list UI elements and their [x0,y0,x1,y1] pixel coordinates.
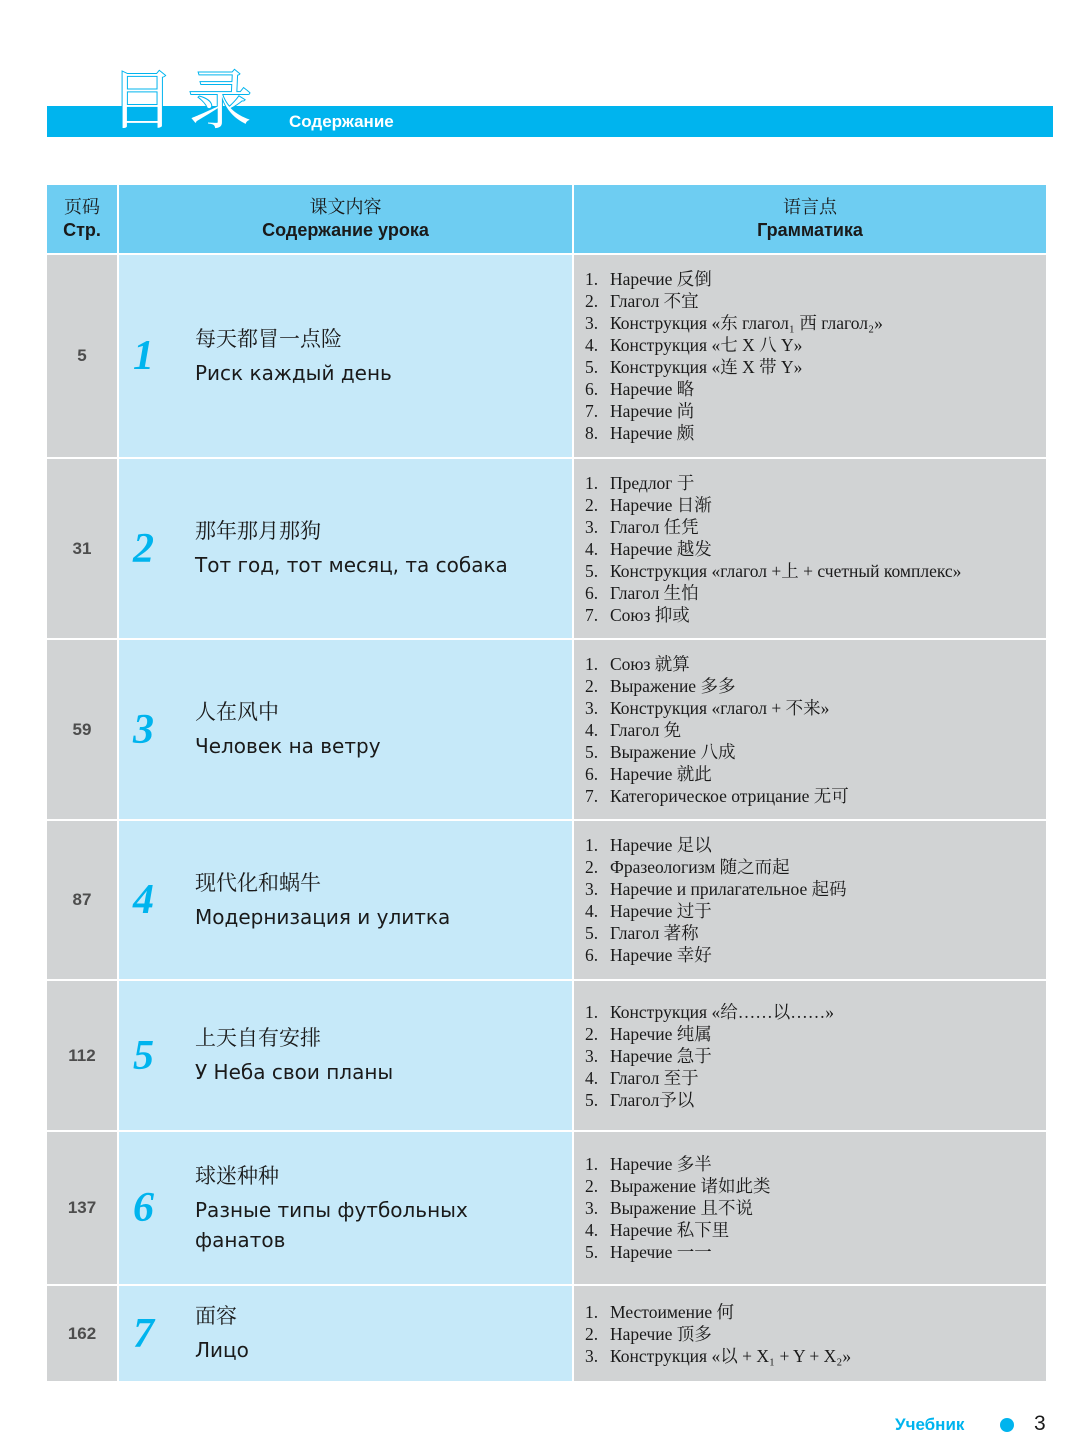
lesson-title-cn: 每天都冒一点险 [195,326,342,351]
grammar-item-text: Выражение 多多 [610,675,736,696]
grammar-cell [574,459,1046,638]
grammar-item-text: Глагол 任凭 [610,516,699,537]
grammar-item-text: Наречие 略 [610,379,695,399]
grammar-item-text: Наречие 过于 [610,901,712,921]
lesson-title-ru: Лицо [195,1338,249,1362]
grammar-item-text: Наречие 颇 [610,423,695,443]
grammar-item-text: Выражение 诸如此类 [610,1176,771,1196]
grammar-item [585,834,847,856]
page-title-chinese: 目录 [110,65,266,139]
page-title-russian: Содержание [289,112,394,131]
lesson-title-cn: 上天自有安排 [195,1026,321,1050]
grammar-item-text: Конструкция «глагол + 不来» [610,697,830,718]
grammar-item [585,922,847,944]
grammar-list [585,653,849,807]
grammar-item-text: Выражение 且不说 [610,1198,753,1218]
grammar-item-number: 7. [585,401,599,421]
grammar-item-text: Наречие 就此 [610,763,712,784]
grammar-item-number: 1. [585,653,599,674]
header-content-ru: Содержание урока [262,220,429,240]
lesson-title-block [195,698,381,761]
lesson-title-ru: Модернизация и улитка [195,904,451,929]
grammar-item-text: Предлог 于 [610,472,695,493]
grammar-item [585,560,961,582]
table-row [47,638,1048,819]
grammar-item [585,494,961,516]
lesson-cell [117,640,574,819]
grammar-item [585,1023,834,1045]
grammar-item-number: 1. [585,472,599,493]
lesson-title-ru: Риск каждый день [195,360,392,385]
grammar-item-number: 4. [585,1067,599,1088]
grammar-item [585,1175,770,1197]
grammar-item-number: 1. [585,1301,599,1322]
grammar-item-number: 4. [585,335,599,355]
header-grammar-ru: Грамматика [757,220,863,240]
grammar-item [585,582,961,604]
grammar-item-number: 5. [585,357,599,377]
grammar-item-text: Наречие 顶多 [610,1323,712,1344]
header-page-ru: Стр. [63,220,101,240]
grammar-cell [574,1132,1046,1284]
grammar-list [585,1153,770,1263]
table-row [47,979,1048,1130]
table-row [47,1130,1048,1284]
grammar-item-text: Глагол 至于 [610,1067,699,1088]
grammar-item [585,604,961,626]
grammar-item [585,1067,834,1089]
grammar-item [585,900,847,922]
grammar-item-text: Глагол予以 [610,1089,695,1110]
grammar-item-text: Конструкция «以 + X₁ + Y + X₂» [610,1345,852,1366]
grammar-item [585,378,883,400]
grammar-item-text: Глагол 著称 [610,923,699,943]
grammar-item-text: Наречие 幸好 [610,945,712,965]
table-row [47,819,1048,979]
lesson-page-number: 87 [47,821,117,979]
grammar-item [585,675,849,697]
contents-table [47,185,1048,1381]
lesson-title-block [195,325,392,388]
grammar-item-text: Конструкция «连 X 带 Y» [610,357,803,377]
grammar-item [585,1001,834,1023]
grammar-item-text: Фразеологизм 随之而起 [610,857,790,877]
grammar-item [585,741,849,763]
grammar-item-text: Наречие 一一 [610,1242,712,1262]
lesson-cell [117,981,574,1130]
grammar-item-number: 6. [585,945,599,965]
grammar-item-text: Союз 就算 [610,653,690,674]
grammar-item-number: 1. [585,1154,599,1174]
lesson-title-block [195,1024,393,1087]
lesson-number: 5 [133,1032,154,1079]
grammar-item [585,312,883,334]
grammar-item [585,1241,770,1263]
grammar-item-text: Конструкция «глагол +上 + счетный комплекс» [610,560,962,581]
lesson-title-ru: Человек на ветру [195,734,381,758]
grammar-cell [574,821,1046,979]
grammar-item-text: Местоимение 何 [610,1301,735,1322]
grammar-cell [574,981,1046,1130]
lesson-cell [117,1286,574,1381]
lesson-title-cn: 面容 [195,1304,237,1328]
grammar-item-number: 3. [585,516,599,537]
grammar-list [585,834,847,966]
grammar-item [585,719,849,741]
grammar-list [585,268,883,444]
grammar-item-number: 4. [585,1220,599,1240]
grammar-item-text: Наречие 急于 [610,1045,712,1066]
grammar-item [585,400,883,422]
lesson-cell [117,1132,574,1284]
grammar-item-number: 5. [585,560,599,581]
lesson-number: 4 [133,877,154,923]
table-header-row [47,185,1048,253]
table-row [47,1284,1048,1381]
lesson-title-block [195,869,450,932]
table-body [47,253,1048,1381]
grammar-item [585,1153,770,1175]
grammar-item-number: 3. [585,1045,599,1066]
grammar-item [585,878,847,900]
grammar-item [585,422,883,444]
grammar-item-text: Союз 抑或 [610,604,690,625]
grammar-item-number: 5. [585,1242,599,1262]
table-row [47,457,1048,638]
header-page-cell [47,185,117,253]
grammar-item [585,1219,770,1241]
lesson-cell [117,459,574,638]
grammar-list [585,472,961,626]
grammar-item-number: 8. [585,423,599,443]
grammar-item [585,356,883,378]
header-grammar-cn: 语言点 [783,197,837,218]
grammar-item-text: Конструкция «给……以……» [610,1001,834,1022]
grammar-item-number: 6. [585,763,599,784]
footer-label: Учебник [895,1415,965,1434]
lesson-page-number: 162 [47,1286,117,1381]
lesson-title-cn: 现代化和蜗牛 [195,870,321,895]
grammar-item [585,856,847,878]
lesson-page-number: 31 [47,459,117,638]
grammar-item [585,1197,770,1219]
grammar-item-number: 2. [585,1023,599,1044]
grammar-item [585,763,849,785]
grammar-item [585,1089,834,1111]
footer-dot-icon [1000,1418,1014,1432]
lesson-cell [117,821,574,979]
grammar-item-text: Глагол 不宜 [610,291,699,311]
grammar-item-number: 2. [585,494,599,515]
grammar-item-text: Конструкция «东 глагол₁ 西 глагол₂» [610,313,883,333]
lesson-number: 6 [133,1185,154,1231]
grammar-item [585,472,961,494]
lesson-title-cn: 球迷种种 [195,1163,279,1188]
grammar-item-text: Глагол 生怕 [610,582,699,603]
grammar-item-text: Наречие 足以 [610,835,712,855]
grammar-item [585,1045,834,1067]
grammar-item-text: Глагол 免 [610,719,682,740]
grammar-item-text: Наречие 越发 [610,538,712,559]
grammar-item-number: 5. [585,923,599,943]
grammar-item-number: 6. [585,379,599,399]
lesson-cell [117,255,574,457]
grammar-item-number: 3. [585,1198,599,1218]
grammar-item [585,785,849,807]
grammar-item [585,944,847,966]
lesson-title-ru: Тот год, тот месяц, та собака [195,553,508,577]
page-number: 3 [1034,1412,1046,1435]
grammar-item-number: 3. [585,697,599,718]
lesson-title-block [195,1162,525,1255]
lesson-title-block [195,1302,249,1365]
lesson-title-block [195,517,508,580]
grammar-item-number: 2. [585,675,599,696]
grammar-item-number: 3. [585,313,599,333]
header-content-cn: 课文内容 [309,197,382,218]
lesson-number: 2 [133,525,154,572]
lesson-title-ru: Разные типы футбольных фанатов [195,1197,468,1252]
lesson-page-number: 112 [47,981,117,1130]
grammar-item-number: 7. [585,785,599,806]
grammar-item-number: 1. [585,835,599,855]
grammar-item [585,516,961,538]
grammar-item-text: Наречие 日渐 [610,494,712,515]
grammar-item-text: Наречие 尚 [610,401,695,421]
grammar-item [585,1301,851,1323]
lesson-number: 7 [133,1310,154,1357]
lesson-page-number: 137 [47,1132,117,1284]
grammar-item-text: Наречие и прилагательное 起码 [610,879,847,899]
grammar-item-number: 2. [585,291,599,311]
lesson-page-number: 59 [47,640,117,819]
grammar-item [585,290,883,312]
grammar-item [585,1345,851,1367]
table-row [47,253,1048,457]
grammar-item-text: Наречие 纯属 [610,1023,712,1044]
grammar-item-number: 1. [585,1001,599,1022]
grammar-item [585,697,849,719]
grammar-item-number: 1. [585,269,599,289]
grammar-item-text: Наречие 反倒 [610,269,712,289]
grammar-item-text: Конструкция «七 X 八 Y» [610,335,803,355]
grammar-item-number: 4. [585,719,599,740]
grammar-cell [574,1286,1046,1381]
header-grammar-cell [574,185,1046,253]
grammar-cell [574,640,1046,819]
grammar-item-number: 3. [585,1345,599,1366]
grammar-item-number: 4. [585,901,599,921]
grammar-item-number: 2. [585,1176,599,1196]
lesson-number: 3 [133,706,154,753]
header-content-cell [117,185,574,253]
grammar-item [585,268,883,290]
grammar-item [585,1323,851,1345]
lesson-title-cn: 人在风中 [195,700,279,724]
grammar-item [585,538,961,560]
grammar-item-text: Наречие 多半 [610,1154,712,1174]
grammar-item-number: 6. [585,582,599,603]
grammar-item-text: Выражение 八成 [610,741,736,762]
grammar-item-number: 5. [585,741,599,762]
grammar-item [585,334,883,356]
grammar-item [585,653,849,675]
grammar-item-text: Категорическое отрицание 无可 [610,785,849,806]
grammar-item-text: Наречие 私下里 [610,1220,730,1240]
grammar-list [585,1301,851,1367]
grammar-item-number: 3. [585,879,599,899]
grammar-item-number: 5. [585,1089,599,1110]
grammar-item-number: 2. [585,857,599,877]
header-page-cn: 页码 [64,197,100,218]
grammar-list [585,1001,834,1111]
grammar-item-number: 2. [585,1323,599,1344]
lesson-title-ru: У Неба свои планы [195,1060,394,1084]
grammar-cell [574,255,1046,457]
grammar-item-number: 4. [585,538,599,559]
lesson-title-cn: 那年那月那狗 [195,519,321,543]
lesson-page-number: 5 [47,255,117,457]
grammar-item-number: 7. [585,604,599,625]
lesson-number: 1 [133,333,154,379]
